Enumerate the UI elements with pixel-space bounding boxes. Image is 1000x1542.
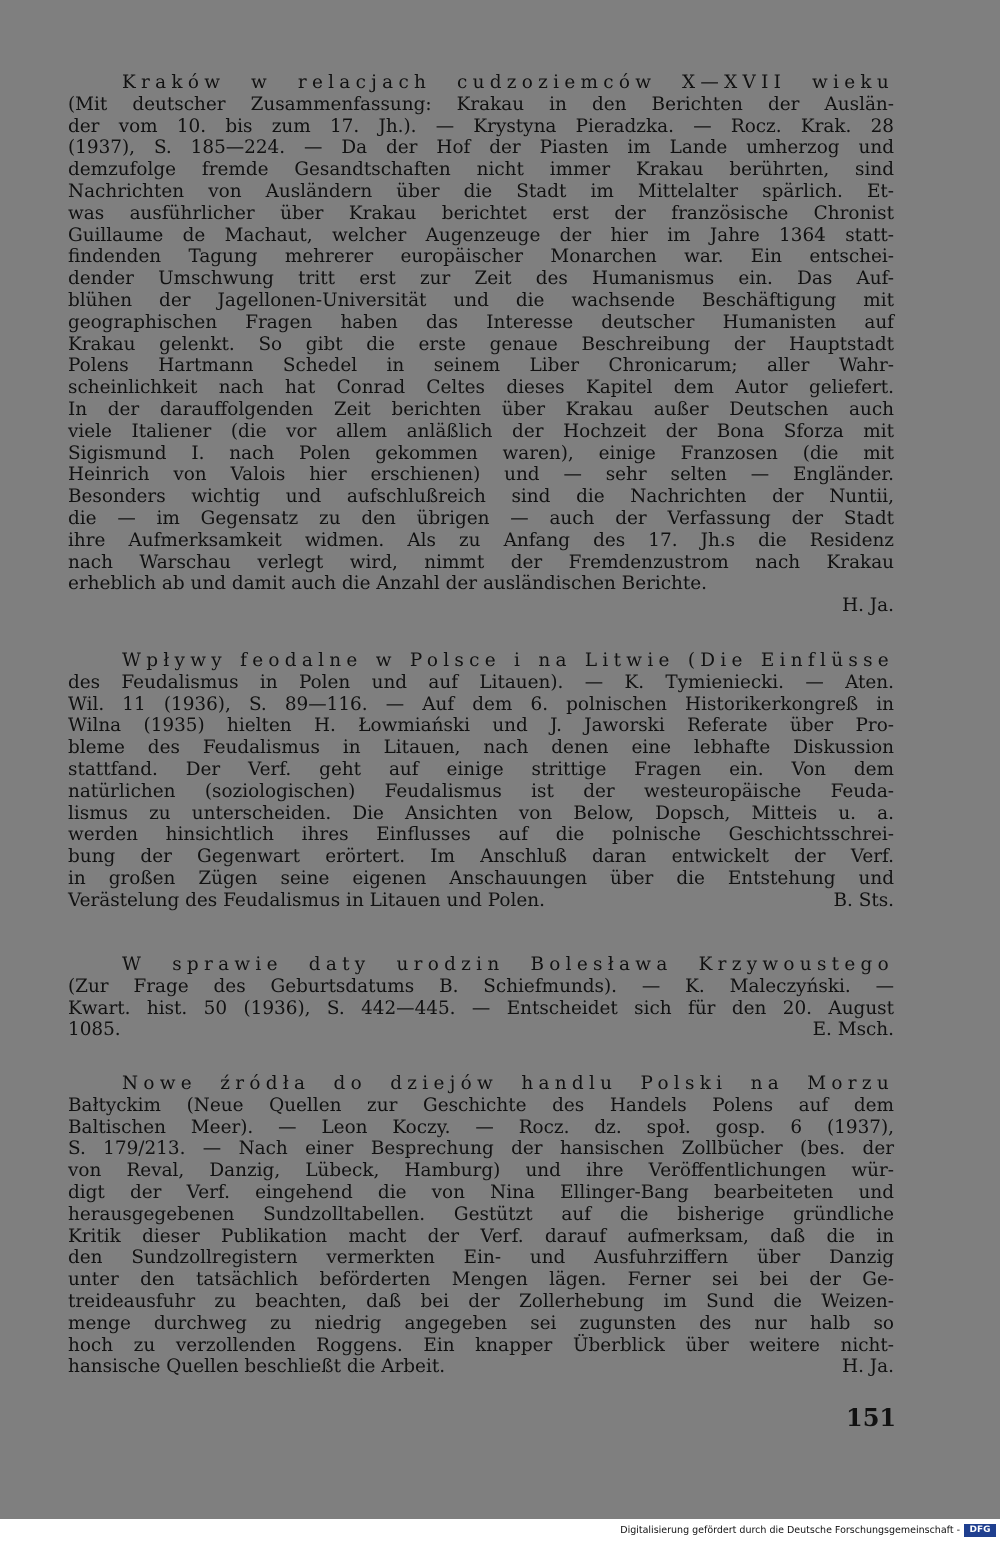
entry-line: blühen der Jagellonen-Universität und die wachsende Beschäftigung mit: [68, 289, 894, 311]
entry-line: unter den tatsächlich beförderten Mengen lägen. Ferner sei bei der Ge-: [68, 1269, 894, 1291]
entry-line: stattfand. Der Verf. geht auf einige strittige Fragen ein. Von dem: [68, 758, 894, 780]
entry-line: von Reval, Danzig, Lübeck, Hamburg) und ihre Veröffentlichungen wür-: [68, 1160, 894, 1182]
entry-line: dender Umschwung tritt erst zur Zeit des Humanismus ein. Das Auf-: [68, 268, 894, 290]
entry-line: Wil. 11 (1936), S. 89—116. — Auf dem 6. polnischen Historikerkongreß in: [68, 693, 894, 715]
entry-line: demzufolge fremde Gesandtschaften nicht immer Krakau berührten, sind: [68, 159, 894, 181]
bibliography-entry-4: [68, 1073, 894, 1378]
entry-line: herausgegebenen Sundzolltabellen. Gestützt auf die bisherige gründliche: [68, 1203, 894, 1225]
entry-line: Verästelung des Feudalismus in Litauen und Polen.: [68, 889, 545, 911]
entry-line: ihre Aufmerksamkeit widmen. Als zu Anfang des 17. Jh.s die Residenz: [68, 529, 894, 551]
entry-line: (Mit deutscher Zusammenfassung: Krakau in den Berichten der Auslän-: [68, 93, 894, 115]
entry-line: Baltischen Meer). — Leon Koczy. — Rocz. dz. społ. gosp. 6 (1937),: [68, 1116, 894, 1138]
entry-line: erheblich ab und damit auch die Anzahl der ausländischen Berichte.: [68, 573, 708, 595]
signature-line: [68, 595, 894, 617]
entry-line: Polens Hartmann Schedel in seinem Liber Chronicarum; aller Wahr-: [68, 355, 894, 377]
entry-last-line: [68, 1356, 894, 1378]
entry-line: digt der Verf. eingehend die von Nina Ellinger-Bang bearbeiteten und: [68, 1181, 894, 1203]
entry-line: viele Italiener (die vor allem anläßlich der Hochzeit der Bona Sforza mit: [68, 420, 894, 442]
entry-line: Krakau gelenkt. So gibt die erste genaue Beschreibung der Hauptstadt: [68, 333, 894, 355]
author-signature: B. Sts.: [833, 889, 894, 911]
entry-line: Kritik dieser Publikation macht der Verf. darauf aufmerksam, daß die in: [68, 1225, 894, 1247]
entry-line: was ausführlicher über Krakau berichtet erst der französische Chronist: [68, 202, 894, 224]
entry-line: bung der Gegenwart erörtert. Im Anschluß daran entwickelt der Verf.: [68, 846, 894, 868]
entry-line: Wilna (1935) hielten H. Łowmiański und J. Jaworski Referate über Pro-: [68, 715, 894, 737]
entry-line: natürlichen (soziologischen) Feudalismus ist der westeuropäische Feuda-: [68, 780, 894, 802]
entry-line: Heinrich von Valois hier erschienen) und — sehr selten — Engländer.: [68, 464, 894, 486]
entry-line: werden hinsichtlich ihres Einflusses auf die polnische Geschichtsschrei-: [68, 824, 894, 846]
entry-line: S. 179/213. — Nach einer Besprechung der hansischen Zollbücher (bes. der: [68, 1138, 894, 1160]
entry-last-line: [68, 1019, 894, 1041]
entry-line: hoch zu verzollenden Roggens. Ein knapper Überblick über weitere nicht-: [68, 1334, 894, 1356]
entry-title-line: Kraków w relacjach cudzoziemców X—XVII wieku: [122, 72, 894, 93]
entry-line: findenden Tagung mehrerer europäischer Monarchen war. Ein entschei-: [68, 246, 894, 268]
entry-title-line: Nowe źródła do dziejów handlu Polski na Morzu: [122, 1073, 894, 1094]
entry-line: In der darauffolgenden Zeit berichten über Krakau außer Deutschen auch: [68, 398, 894, 420]
author-signature: E. Msch.: [812, 1019, 894, 1041]
entry-line: geographischen Fragen haben das Interesse deutscher Humanisten auf: [68, 311, 894, 333]
entry-line: der vom 10. bis zum 17. Jh.). — Krystyna Pieradzka. — Rocz. Krak. 28: [68, 115, 894, 137]
entry-line: (1937), S. 185—224. — Da der Hof der Piasten im Lande umherzog und: [68, 137, 894, 159]
page-number: 151: [846, 1403, 897, 1432]
entry-line: treideausfuhr zu beachten, daß bei der Zollerhebung im Sund die Weizen-: [68, 1290, 894, 1312]
entry-line: Nachrichten von Ausländern über die Stadt im Mittelalter spärlich. Et-: [68, 180, 894, 202]
entry-title-line: Wpływy feodalne w Polsce i na Litwie (Die Einflüsse: [122, 650, 894, 671]
entry-line: Guillaume de Machaut, welcher Augenzeuge der hier im Jahre 1364 statt-: [68, 224, 894, 246]
entry-line: hansische Quellen beschließt die Arbeit.: [68, 1356, 446, 1378]
entry-line: den Sundzollregistern vermerkten Ein- und Ausfuhrziffern über Danzig: [68, 1247, 894, 1269]
entry-last-line: [68, 890, 894, 912]
entry-line: in großen Zügen seine eigenen Anschauungen über die Entstehung und: [68, 867, 894, 889]
entry-line: Bałtyckim (Neue Quellen zur Geschichte des Handels Polens auf dem: [68, 1094, 894, 1116]
bibliography-entry-2: [68, 650, 894, 912]
digitization-footer: [0, 1519, 1000, 1542]
author-signature: H. Ja.: [842, 595, 894, 617]
entry-line: bleme des Feudalismus in Litauen, nach denen eine lebhafte Diskussion: [68, 737, 894, 759]
entry-line: die — im Gegensatz zu den übrigen — auch der Verfassung der Stadt: [68, 507, 894, 529]
entry-title-line: W sprawie daty urodzin Bolesława Krzywoustego: [122, 954, 894, 975]
entry-line: lismus zu unterscheiden. Die Ansichten von Below, Dopsch, Mitteis u. a.: [68, 802, 894, 824]
entry-line: nach Warschau verlegt wird, nimmt der Fremdenzustrom nach Krakau: [68, 551, 894, 573]
entry-line: 1085.: [68, 1019, 121, 1041]
entry-line: des Feudalismus in Polen und auf Litauen). — K. Tymieniecki. — Aten.: [68, 671, 894, 693]
bibliography-entry-3: [68, 954, 894, 1041]
footer-credit: Digitalisierung gefördert durch die Deutsche Forschungsgemeinschaft -: [620, 1525, 960, 1536]
entry-line: scheinlichkeit nach hat Conrad Celtes dieses Kapitel dem Autor geliefert.: [68, 377, 894, 399]
entry-line: (Zur Frage des Geburtsdatums B. Schiefmunds). — K. Maleczyński. —: [68, 975, 894, 997]
entry-line: menge durchweg zu niedrig angegeben sei zugunsten des nur halb so: [68, 1312, 894, 1334]
entry-line: Kwart. hist. 50 (1936), S. 442—445. — Entscheidet sich für den 20. August: [68, 997, 894, 1019]
entry-line: Besonders wichtig und aufschlußreich sind die Nachrichten der Nuntii,: [68, 486, 894, 508]
dfg-logo-icon[interactable]: DFG: [964, 1524, 996, 1537]
author-signature: H. Ja.: [842, 1356, 894, 1378]
bibliography-entry-1: [68, 72, 894, 617]
entry-line: Sigismund I. nach Polen gekommen waren), einige Franzosen (die mit: [68, 442, 894, 464]
